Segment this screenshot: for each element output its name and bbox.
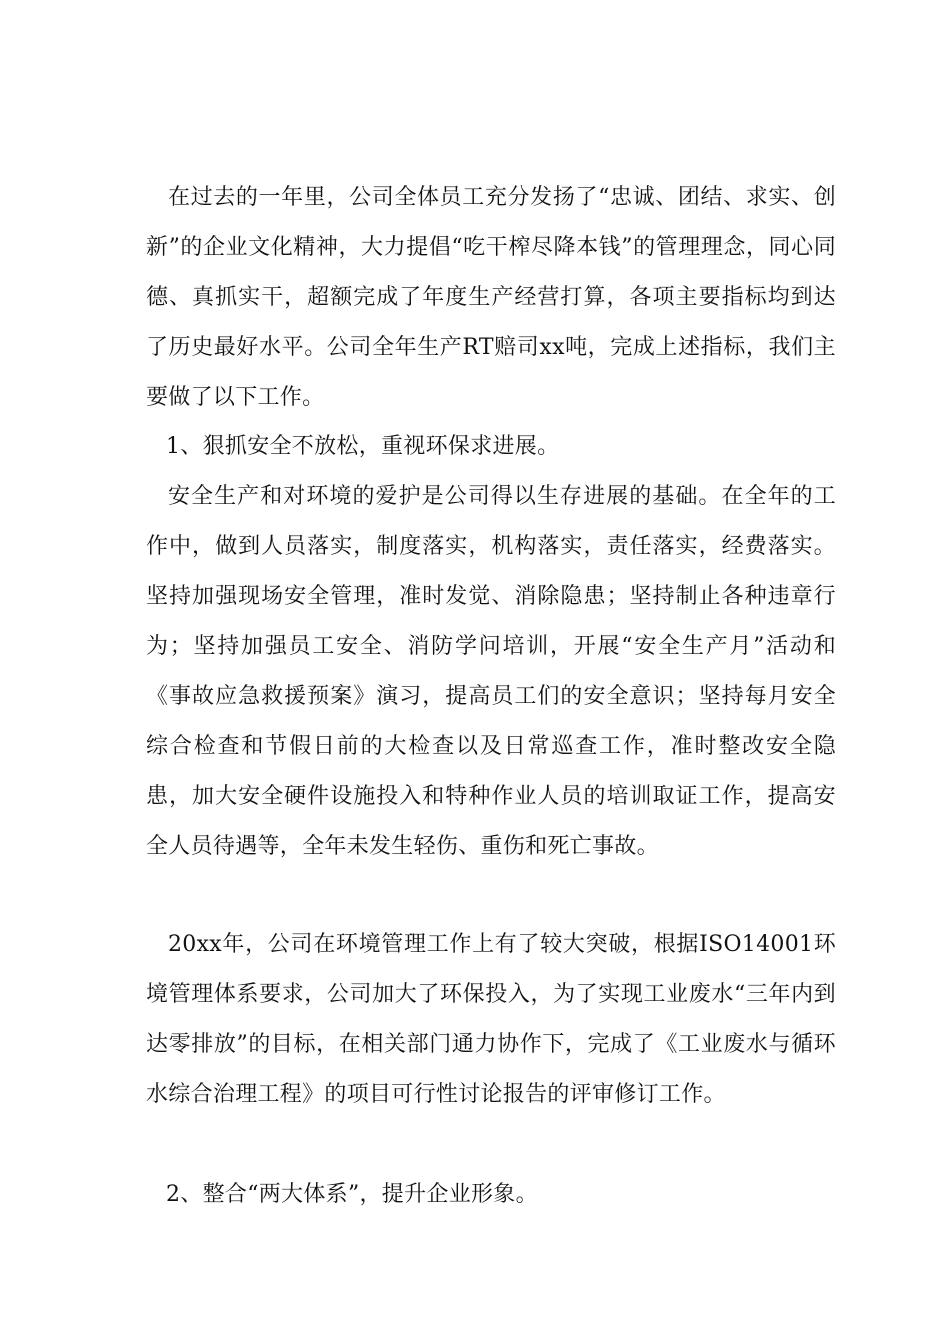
paragraph-intro: 在过去的一年里，公司全体员工充分发扬了“忠诚、团结、求实、创新”的企业文化精神，大力提倡“吃干榨尽降本钱”的管理理念，同心同德、真抓实干，超额完成了年度生产经营打算，各项主要指标均到达了历史最好水平。公司全年生产RT赔司xx吨，完成上述指标，我们主要做了以下工作。 — [146, 185, 836, 410]
paragraph-environment: 20xx年，公司在环境管理工作上有了较大突破，根据ISO14001环境管理体系要求，公司加大了环保投入，为了实现工业废水“三年内到达零排放”的目标，在相关部门通力协作下，完成了《工业废水与循环水综合治理工程》的项目可行性讨论报告的评审修订工作。 — [146, 932, 836, 1107]
section-heading-systems: 2、整合“两大体系”，提升企业形象。 — [166, 1182, 538, 1207]
section-heading-safety: 1、狠抓安全不放松，重视环保求进展。 — [166, 434, 560, 459]
paragraph-safety: 安全生产和对环境的爱护是公司得以生存进展的基础。在全年的工作中，做到人员落实，制度落实，机构落实，责任落实，经费落实。坚持加强现场安全管理，准时发觉、消除隐患；坚持制止各种违章行为；坚持加强员工安全、消防学问培训，开展“安全生产月”活动和《事故应急救援预案》演习，提高员工们的安全意识；坚持每月安全综合检查和节假日前的大检查以及日常巡查工作，准时整改安全隐患，加大安全硬件设施投入和特种作业人员的培训取证工作，提高安全人员待遇等，全年未发生轻伤、重伤和死亡事故。 — [146, 484, 836, 859]
